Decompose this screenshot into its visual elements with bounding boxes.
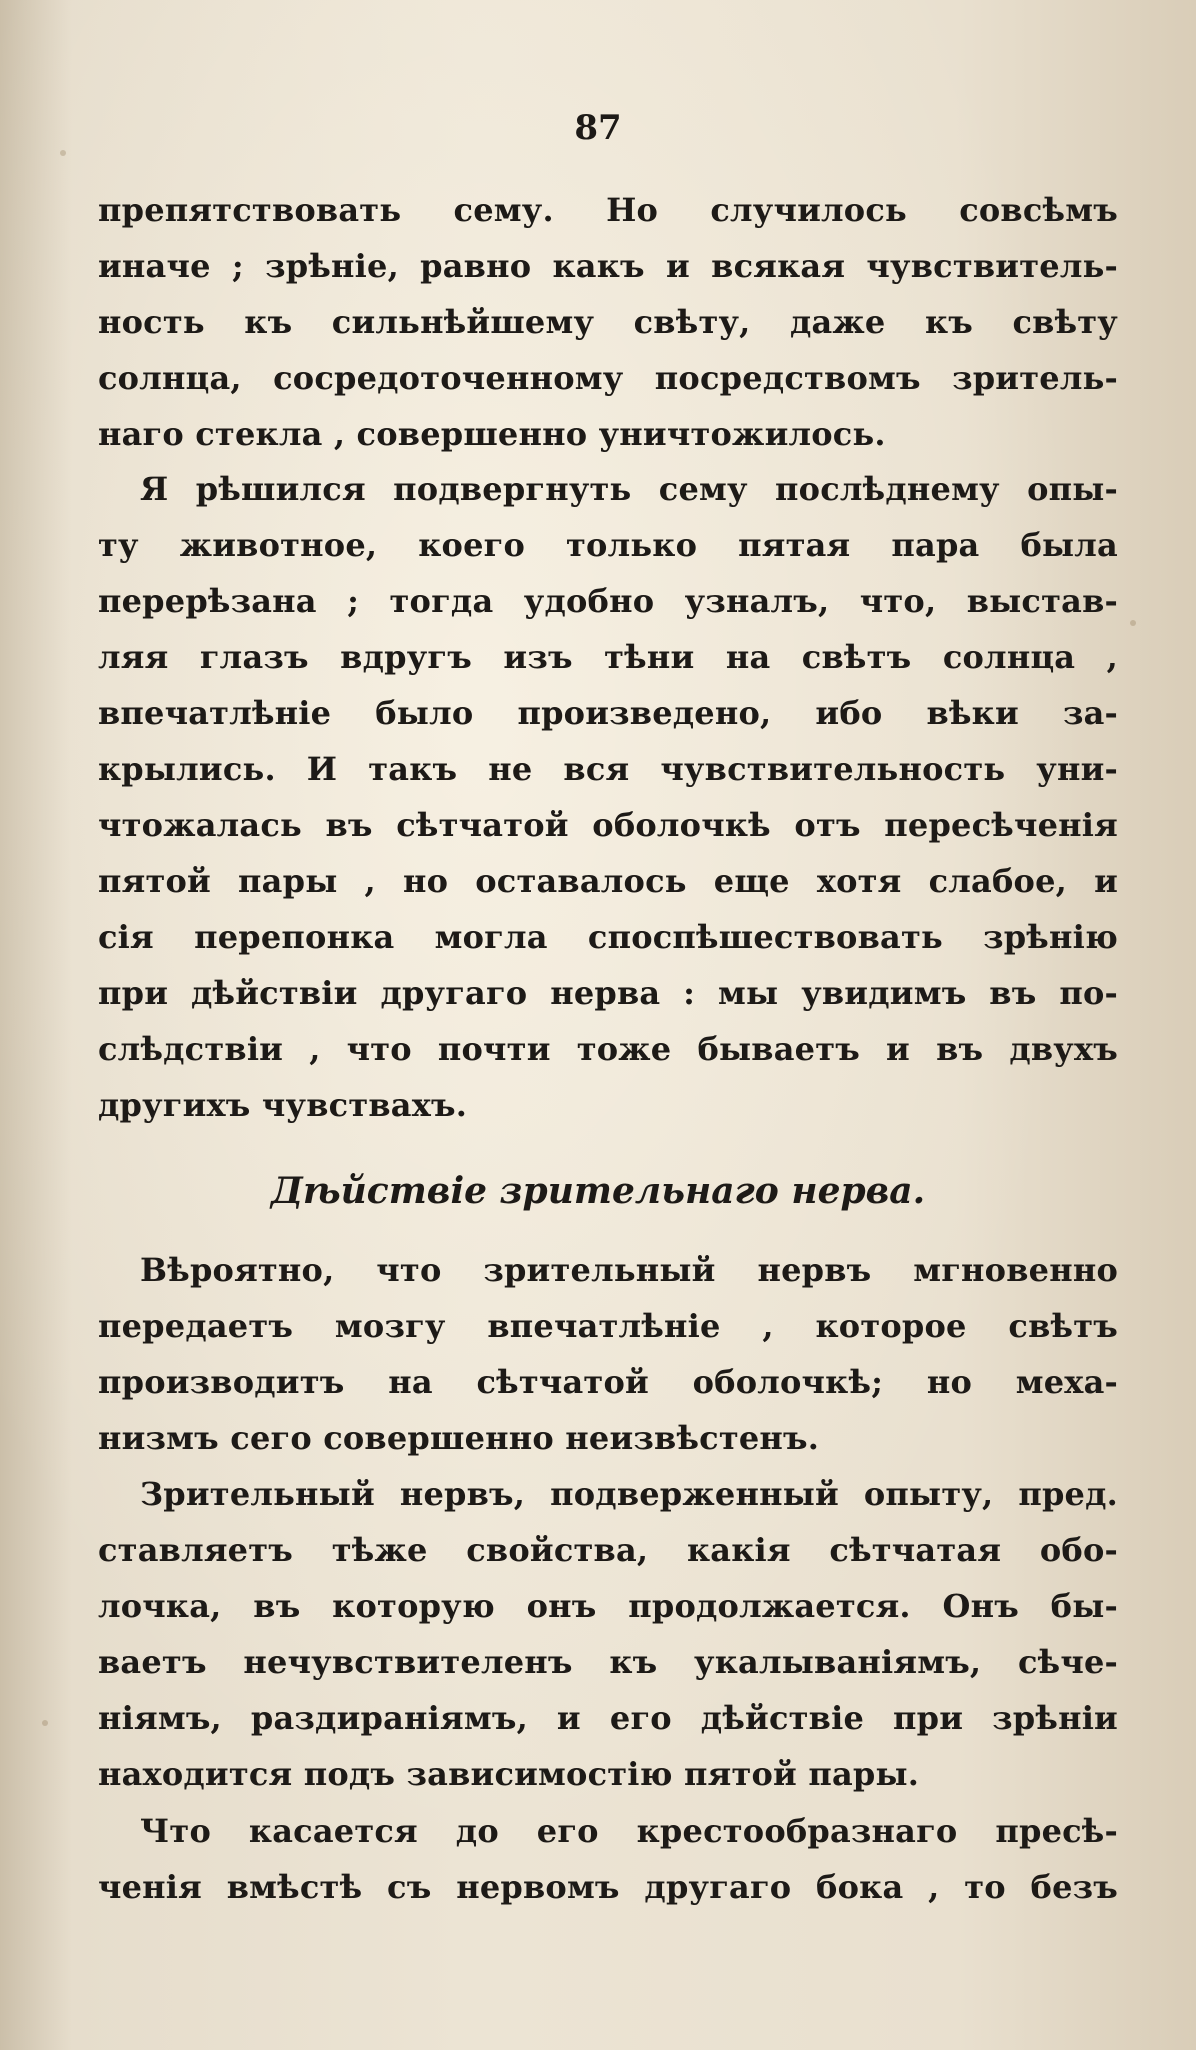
text-line: ляя глазъ вдругъ изъ тѣни на свѣтъ солнца , — [98, 638, 1118, 676]
section-heading: Дѣйствіе зрительнаго нерва. — [270, 1170, 926, 1212]
text-line: слѣдствіи , что почти тоже бываетъ и въ двухъ — [98, 1030, 1118, 1068]
text-line: солнца, сосредоточенному посредствомъ зритель- — [98, 359, 1118, 397]
text-line: сія перепонка могла споспѣшествовать зрѣнію — [98, 918, 1118, 956]
text-line: наго стекла , совершенно уничтожилось. — [98, 415, 886, 453]
text-line: ваетъ нечувствителенъ къ укалываніямъ, сѣче- — [98, 1643, 1118, 1681]
paragraph-3 — [98, 1242, 1118, 1466]
text-line: чтожалась въ сѣтчатой оболочкѣ отъ пересѣченія — [98, 806, 1118, 844]
paragraph-5 — [98, 1803, 1118, 1915]
text-line: низмъ сего совершенно неизвѣстенъ. — [98, 1419, 820, 1457]
text-line: передаетъ мозгу впечатлѣніе , которое свѣтъ — [98, 1307, 1118, 1345]
text-line: Зрительный нервъ, подверженный опыту, пред. — [140, 1475, 1118, 1513]
paper-speck — [1130, 620, 1136, 626]
text-line: пятой пары , но оставалось еще хотя слабое, и — [98, 862, 1118, 900]
text-line: ставляетъ тѣже свойства, какія сѣтчатая обо- — [98, 1531, 1118, 1569]
paper-speck — [42, 1720, 48, 1726]
text-line: лочка, въ которую онъ продолжается. Онъ бы- — [98, 1587, 1118, 1625]
text-line: крылись. И такъ не вся чувствительность уни- — [98, 750, 1118, 788]
text-line: перерѣзана ; тогда удобно узналъ, что, выстав- — [98, 582, 1118, 620]
text-line: ту животное, коего только пятая пара была — [98, 526, 1118, 564]
text-line: ность къ сильнѣйшему свѣту, даже къ свѣту — [98, 303, 1118, 341]
text-line: Что касается до его крестообразнаго пресѣ- — [140, 1812, 1118, 1850]
paragraph-2 — [98, 461, 1118, 1133]
paragraph-4 — [98, 1466, 1118, 1802]
page-number: 87 — [574, 108, 622, 148]
text-line: иначе ; зрѣніе, равно какъ и всякая чувствитель- — [98, 247, 1118, 285]
text-line: Вѣроятно, что зрительный нервъ мгновенно — [140, 1251, 1118, 1289]
text-line: впечатлѣніе было произведено, ибо вѣки за- — [98, 694, 1118, 732]
text-line: ченія вмѣстѣ съ нервомъ другаго бока , то безъ — [98, 1868, 1118, 1906]
text-line: при дѣйствіи другаго нерва : мы увидимъ въ по- — [98, 974, 1118, 1012]
text-line: ніямъ, раздираніямъ, и его дѣйствіе при зрѣніи — [98, 1699, 1118, 1737]
paragraph-1 — [98, 182, 1118, 462]
paper-speck — [60, 150, 66, 156]
text-line: Я рѣшился подвергнуть сему послѣднему опы- — [140, 470, 1118, 508]
text-line: препятствовать сему. Но случилось совсѣмъ — [98, 191, 1118, 229]
text-line: находится подъ зависимостію пятой пары. — [98, 1755, 920, 1793]
text-line: производитъ на сѣтчатой оболочкѣ; но меха- — [98, 1363, 1118, 1401]
text-line: другихъ чувствахъ. — [98, 1086, 468, 1124]
